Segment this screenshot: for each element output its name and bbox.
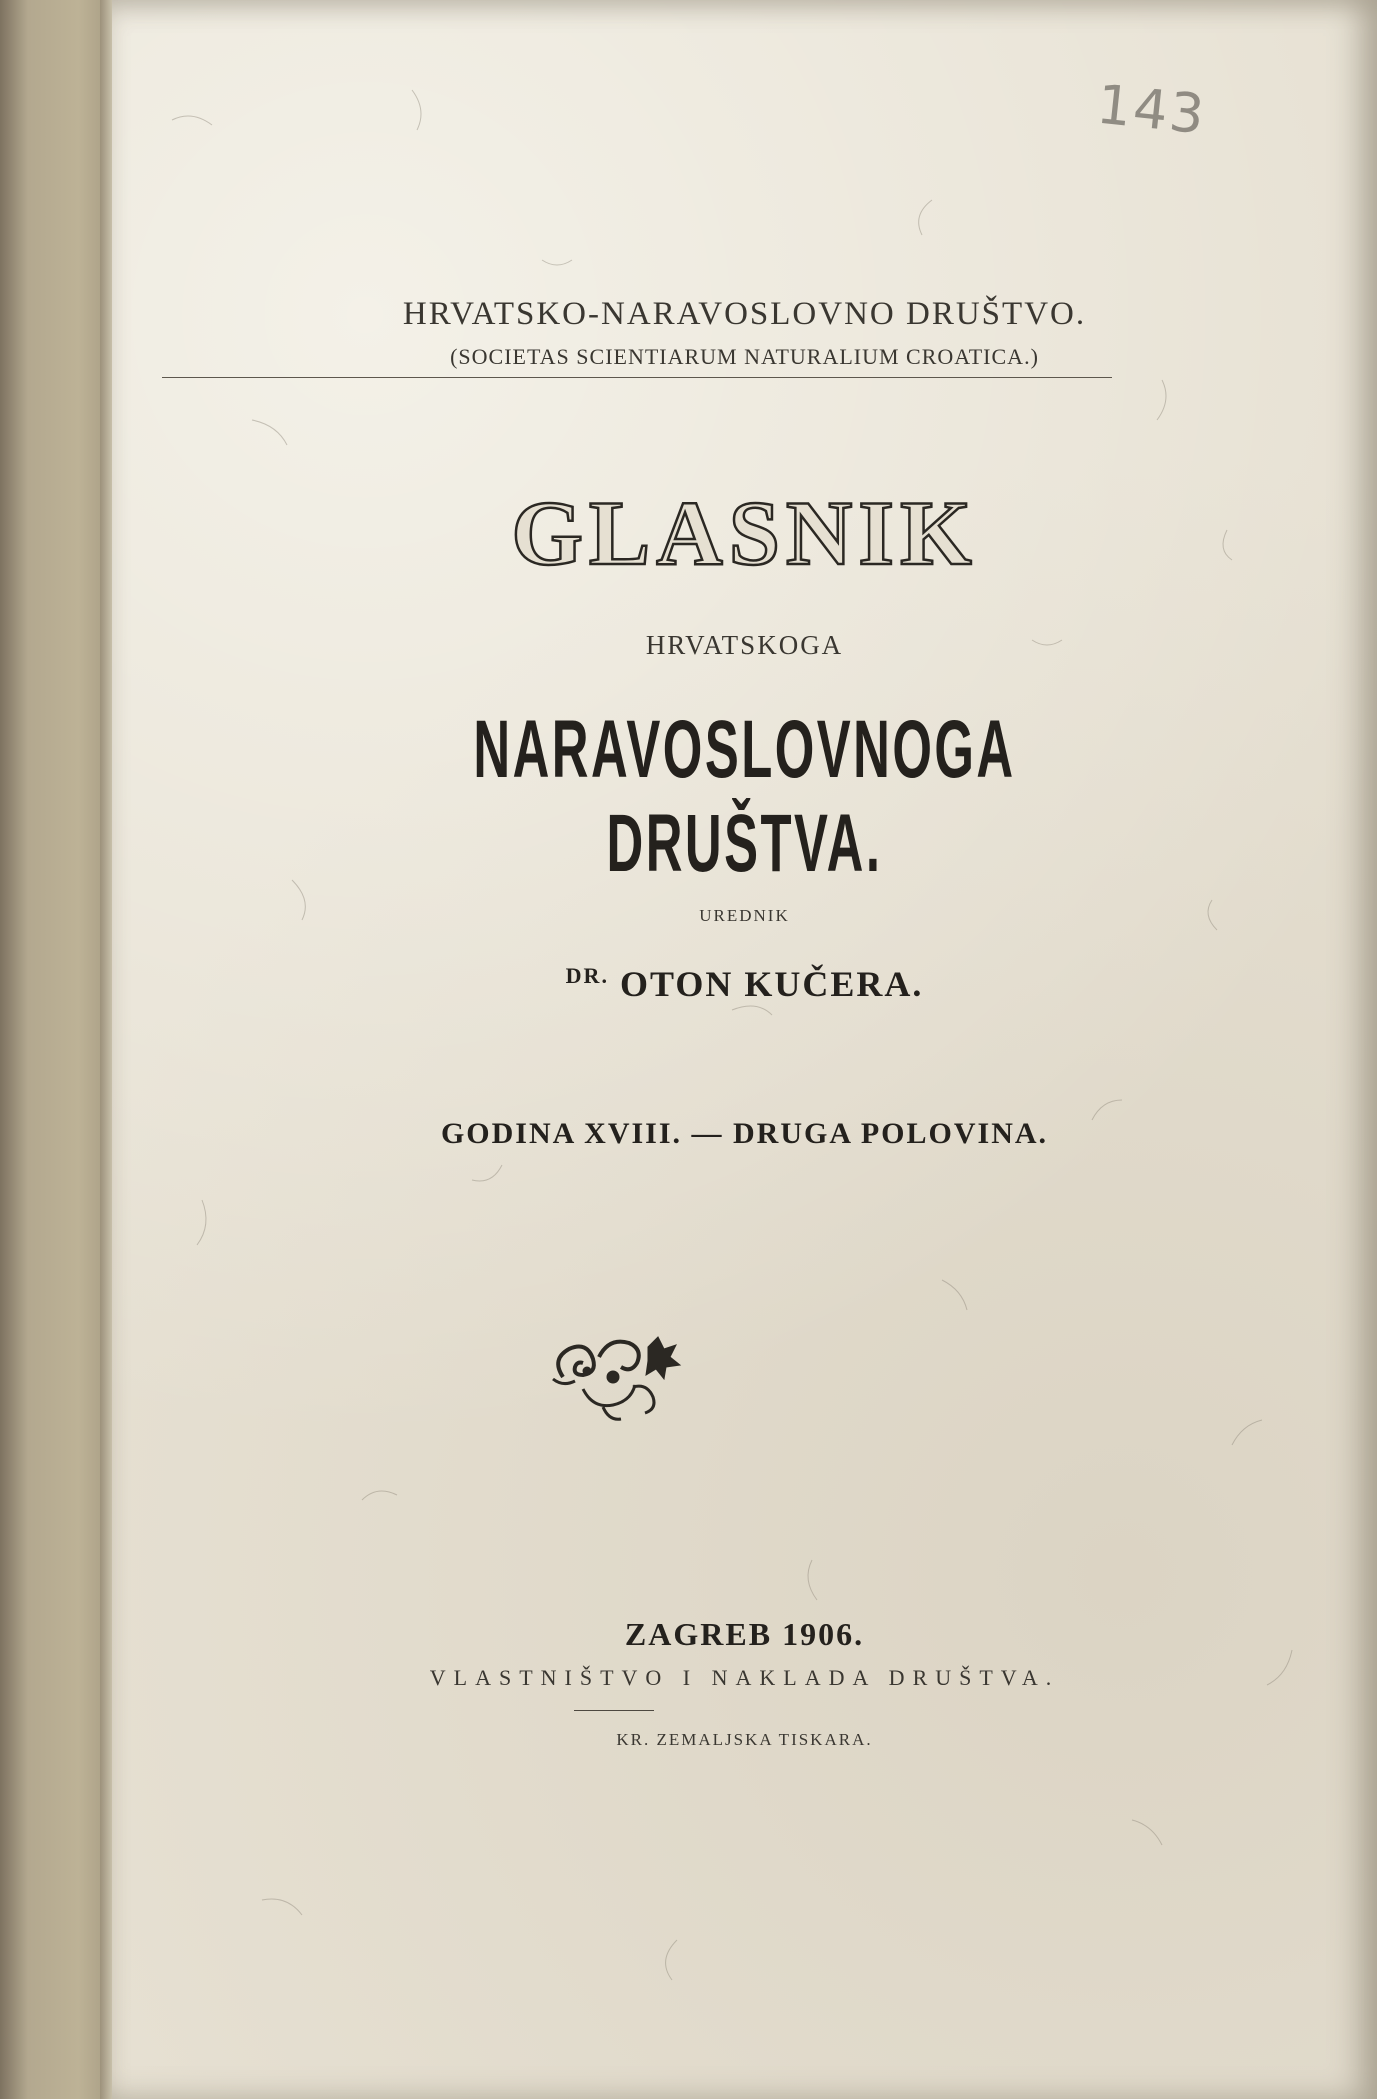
society-name: HRVATSKO-NARAVOSLOVNO DRUŠTVO. bbox=[402, 296, 1087, 332]
editor-label: UREDNIK bbox=[699, 906, 790, 925]
place-and-year: ZAGREB 1906. bbox=[624, 1616, 865, 1652]
editor-name-line bbox=[112, 963, 1377, 1005]
book-spine bbox=[0, 0, 112, 2099]
editor-name: OTON KUČERA. bbox=[619, 964, 924, 1004]
journal-title: GLASNIK bbox=[511, 482, 978, 584]
floral-vignette-icon bbox=[543, 1327, 683, 1427]
pencil-shelf-mark: 143 bbox=[1094, 72, 1210, 147]
footer-rule bbox=[574, 1710, 654, 1711]
editor-title-prefix: DR. bbox=[565, 963, 609, 988]
printer-line: KR. ZEMALJSKA TISKARA. bbox=[616, 1730, 873, 1749]
header-rule bbox=[162, 377, 1112, 378]
journal-main-title: NARAVOSLOVNOGA DRUŠTVA. bbox=[473, 704, 1016, 889]
volume-line: GODINA XVIII. — DRUGA POLOVINA. bbox=[440, 1117, 1049, 1150]
publisher-line: VLASTNIŠTVO I NAKLADA DRUŠTVA. bbox=[429, 1665, 1060, 1690]
society-latin-name: (SOCIETAS SCIENTIARUM NATURALIUM CROATICA.) bbox=[450, 344, 1039, 369]
journal-subtitle: HRVATSKOGA bbox=[645, 630, 844, 660]
title-page bbox=[112, 0, 1377, 2099]
